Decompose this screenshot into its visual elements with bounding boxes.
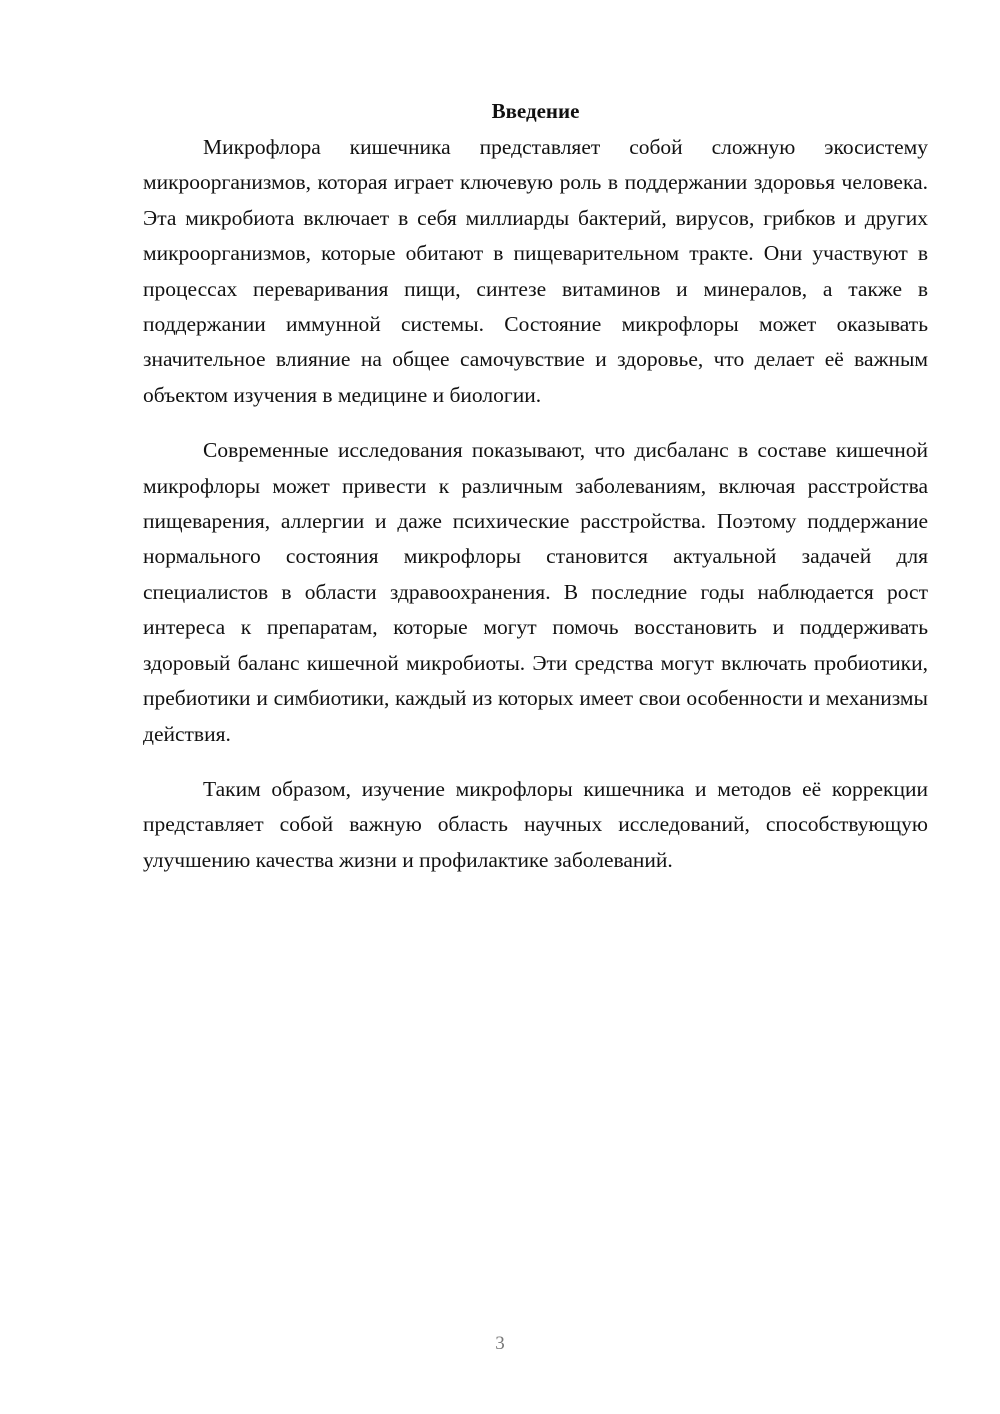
section-title: Введение [491,99,580,123]
paragraph-3: Таким образом, изучение микрофлоры кишечника и методов её коррекции представляет собой важную область научных исследований, способствующую улучшению качества жизни и профилактике заболеваний. [143,776,928,872]
page-content [143,96,928,898]
paragraph-1: Микрофлора кишечника представляет собой сложную экосистему микроорганизмов, которая играет ключевую роль в поддержании здоровья человека. Эта микробиота включает в себя миллиарды бактерий, вирусов, грибков и других микроорганизмов, которые обитают в пищеварительном тракте. Они участвуют в процессах переваривания пищи, синтезе витаминов и минералов, а также в поддержании иммунной системы. Состояние микрофлоры может оказывать значительное влияние на общее самочувствие и здоровье, что делает её важным объектом изучения в медицине и биологии. [143,135,928,407]
page-number: 3 [495,1333,505,1354]
paragraph-2: Современные исследования показывают, что дисбаланс в составе кишечной микрофлоры может привести к различным заболеваниям, включая расстройства пищеварения, аллергии и даже психические расстройства. Поэтому поддержание нормального состояния микрофлоры становится актуальной задачей для специалистов в области здравоохранения. В последние годы наблюдается рост интереса к препаратам, которые могут помочь восстановить и поддерживать здоровый баланс кишечной микробиоты. Эти средства могут включать пробиотики, пребиотики и симбиотики, каждый из которых имеет свои особенности и механизмы действия. [143,438,928,746]
